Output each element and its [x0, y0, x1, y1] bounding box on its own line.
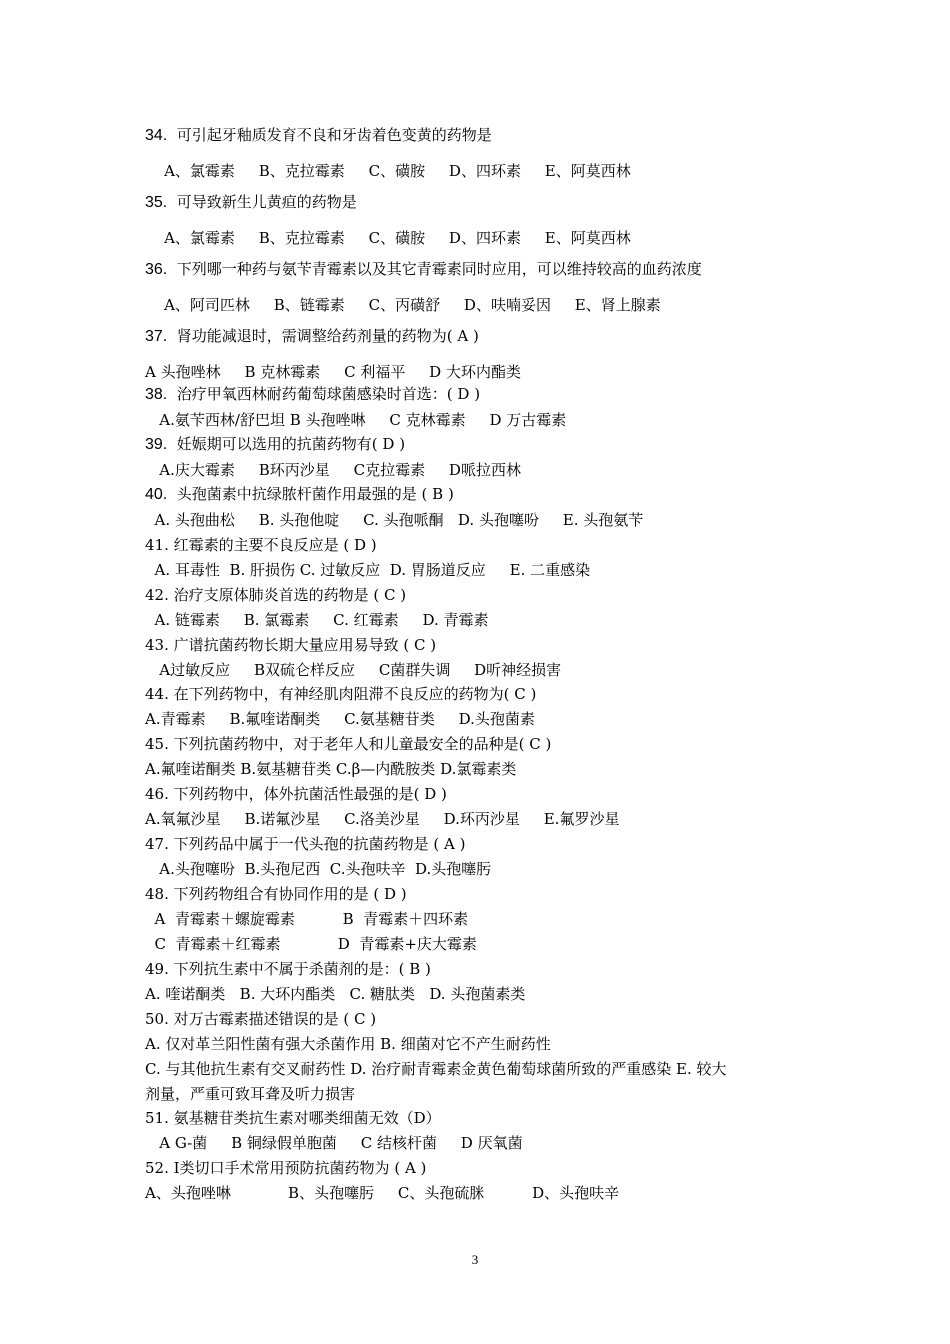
question-50-options-1: A. 仅对革兰阳性菌有强大杀菌作用 B. 细菌对它不产生耐药性 [145, 1035, 551, 1053]
question-34-options: A、氯霉素 B、克拉霉素 C、磺胺 D、四环素 E、阿莫西林 [145, 162, 631, 180]
question-50-options-3: 剂量，严重可致耳聋及听力损害 [145, 1085, 356, 1103]
question-44-options: A.青霉素 B.氟喹诺酮类 C.氨基糖苷类 D.头孢菌素 [145, 710, 535, 728]
question-43-options: A过敏反应 B双硫仑样反应 C菌群失调 D听神经损害 [145, 661, 562, 679]
question-44: 44. 在下列药物中，有神经肌肉阻滞不良反应的药物为( C ) [145, 685, 537, 703]
question-35-options: A、氯霉素 B、克拉霉素 C、磺胺 D、四环素 E、阿莫西林 [145, 229, 631, 247]
question-48-options-cd: C 青霉素＋红霉素 D 青霉素+庆大霉素 [145, 935, 477, 953]
question-51-options: A G-菌 B 铜绿假单胞菌 C 结核杆菌 D 厌氧菌 [145, 1134, 523, 1152]
question-41-options: A. 耳毒性 B. 肝损伤 C. 过敏反应 D. 胃肠道反应 E. 二重感染 [145, 561, 591, 579]
question-49-options: A. 喹诺酮类 B. 大环内酯类 C. 糖肽类 D. 头孢菌素类 [145, 985, 526, 1003]
question-48-options-ab: A 青霉素＋螺旋霉素 B 青霉素＋四环素 [145, 910, 469, 928]
question-34: 34. 可引起牙釉质发育不良和牙齿着色变黄的药物是 [145, 126, 492, 144]
question-51: 51. 氨基糖苷类抗生素对哪类细菌无效（D） [145, 1109, 441, 1127]
question-45: 45. 下列抗菌药物中，对于老年人和儿童最安全的品种是( C ) [145, 735, 552, 753]
question-47: 47. 下列药品中属于一代头孢的抗菌药物是 ( A ) [145, 835, 466, 853]
page-number: 3 [471, 1252, 479, 1267]
question-50-options-2: C. 与其他抗生素有交叉耐药性 D. 治疗耐青霉素金黄色葡萄球菌所致的严重感染 E. 较大 [145, 1060, 727, 1078]
question-46: 46. 下列药物中，体外抗菌活性最强的是( D ) [145, 785, 447, 803]
question-45-options: A.氟喹诺酮类 B.氨基糖苷类 C.β—内酰胺类 D.氯霉素类 [145, 760, 517, 778]
question-42-options: A. 链霉素 B. 氯霉素 C. 红霉素 D. 青霉素 [145, 611, 489, 629]
question-36: 36. 下列哪一种药与氨苄青霉素以及其它青霉素同时应用，可以维持较高的血药浓度 [145, 260, 702, 278]
question-39: 39. 妊娠期可以选用的抗菌药物有( D ) [145, 435, 406, 453]
question-37-options: A 头孢唑林 B 克林霉素 C 利福平 D 大环内酯类 [145, 363, 521, 381]
question-38: 38. 治疗甲氧西林耐药葡萄球菌感染时首选：( D ) [145, 385, 481, 403]
question-48: 48. 下列药物组合有协同作用的是 ( D ) [145, 885, 407, 903]
question-49: 49. 下列抗生素中不属于杀菌剂的是：( B ) [145, 960, 431, 978]
question-35: 35. 可导致新生儿黄疸的药物是 [145, 193, 357, 211]
question-38-options: A.氨苄西林/舒巴坦 B 头孢唑啉 C 克林霉素 D 万古霉素 [145, 411, 567, 429]
question-37: 37. 肾功能减退时，需调整给药剂量的药物为( A ) [145, 327, 479, 345]
question-52: 52. I类切口手术常用预防抗菌药物为 ( A ) [145, 1159, 427, 1177]
question-36-options: A、阿司匹林 B、链霉素 C、丙磺舒 D、呋喃妥因 E、肾上腺素 [145, 296, 661, 314]
question-42: 42. 治疗支原体肺炎首选的药物是 ( C ) [145, 586, 407, 604]
question-40: 40. 头孢菌素中抗绿脓杆菌作用最强的是 ( B ) [145, 485, 454, 503]
question-41: 41. 红霉素的主要不良反应是 ( D ) [145, 536, 377, 554]
question-46-options: A.氧氟沙星 B.诺氟沙星 C.洛美沙星 D.环丙沙星 E.氟罗沙星 [145, 810, 620, 828]
question-40-options: A. 头孢曲松 B. 头孢他啶 C. 头孢哌酮 D. 头孢噻吩 E. 头孢氨苄 [145, 511, 644, 529]
question-43: 43. 广谱抗菌药物长期大量应用易导致 ( C ) [145, 636, 437, 654]
question-50: 50. 对万古霉素描述错误的是 ( C ) [145, 1010, 377, 1028]
question-52-options: A、头孢唑啉 B、头孢噻肟 C、头孢硫脒 D、头孢呋辛 [145, 1184, 620, 1202]
question-47-options: A.头孢噻吩 B.头孢尼西 C.头孢呋辛 D.头孢噻肟 [145, 860, 492, 878]
question-39-options: A.庆大霉素 B环丙沙星 C克拉霉素 D哌拉西林 [145, 461, 521, 479]
